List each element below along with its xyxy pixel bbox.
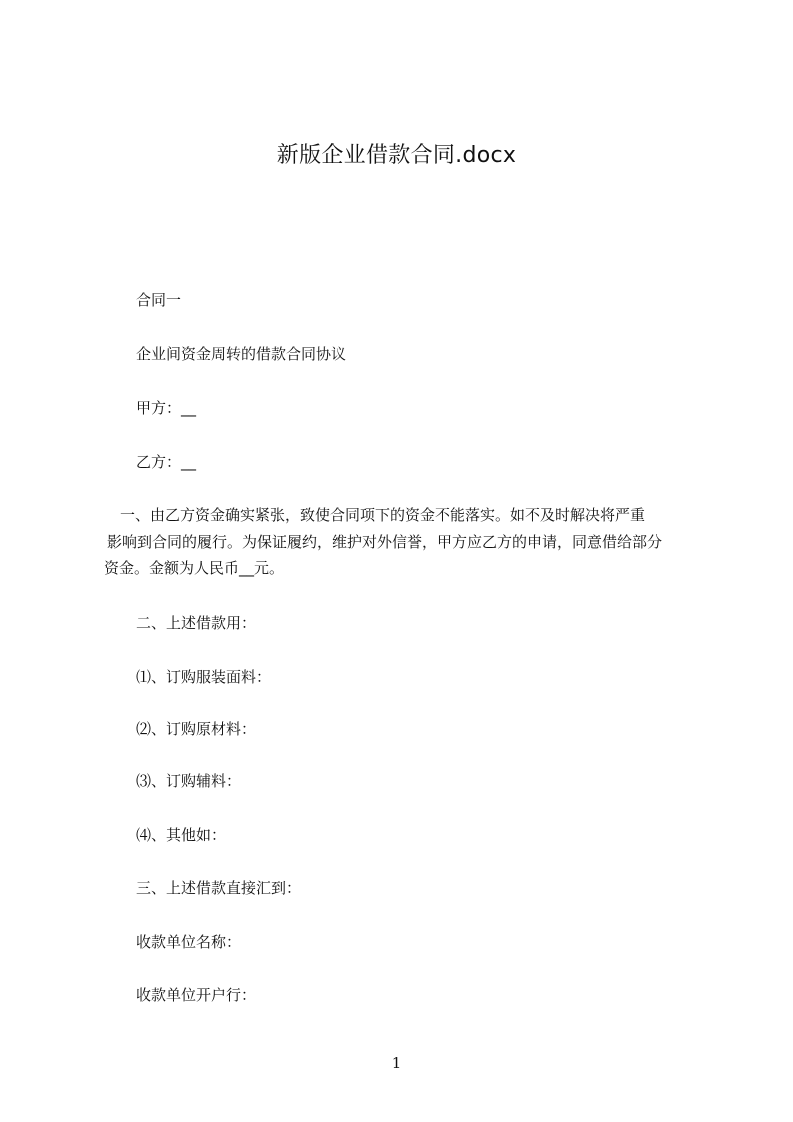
payee-bank-line: 收款单位开户行： — [136, 986, 257, 1004]
clause-two: 二、上述借款用： — [136, 614, 257, 632]
contract-heading: 合同一 — [136, 291, 182, 309]
clause-one-paragraph — [104, 502, 708, 582]
page-number: 1 — [391, 1054, 402, 1072]
party-b-line: 乙方：__ — [136, 453, 197, 471]
clause-one-line: 影响到合同的履行。为保证履约，维护对外信誉，甲方应乙方的申请，同意借给部分 — [107, 532, 663, 551]
contract-subtitle: 企业间资金周转的借款合同协议 — [136, 345, 347, 363]
document-title: 新版企业借款合同.docx — [276, 143, 517, 168]
party-a-line: 甲方：__ — [136, 399, 197, 417]
clause-one-line: 资金。金额为人民币__元。 — [104, 559, 285, 577]
list-item: ⑷、其他如： — [136, 826, 227, 844]
clause-three: 三、上述借款直接汇到： — [136, 879, 302, 897]
list-item: ⑵、订购原材料： — [136, 720, 257, 738]
list-item: ⑴、订购服装面料： — [136, 668, 272, 686]
list-item: ⑶、订购辅料： — [136, 772, 242, 790]
payee-name-line: 收款单位名称： — [136, 933, 242, 951]
clause-one-line: 一、由乙方资金确实紧张，致使合同项下的资金不能落实。如不及时解决将严重 — [120, 506, 646, 524]
